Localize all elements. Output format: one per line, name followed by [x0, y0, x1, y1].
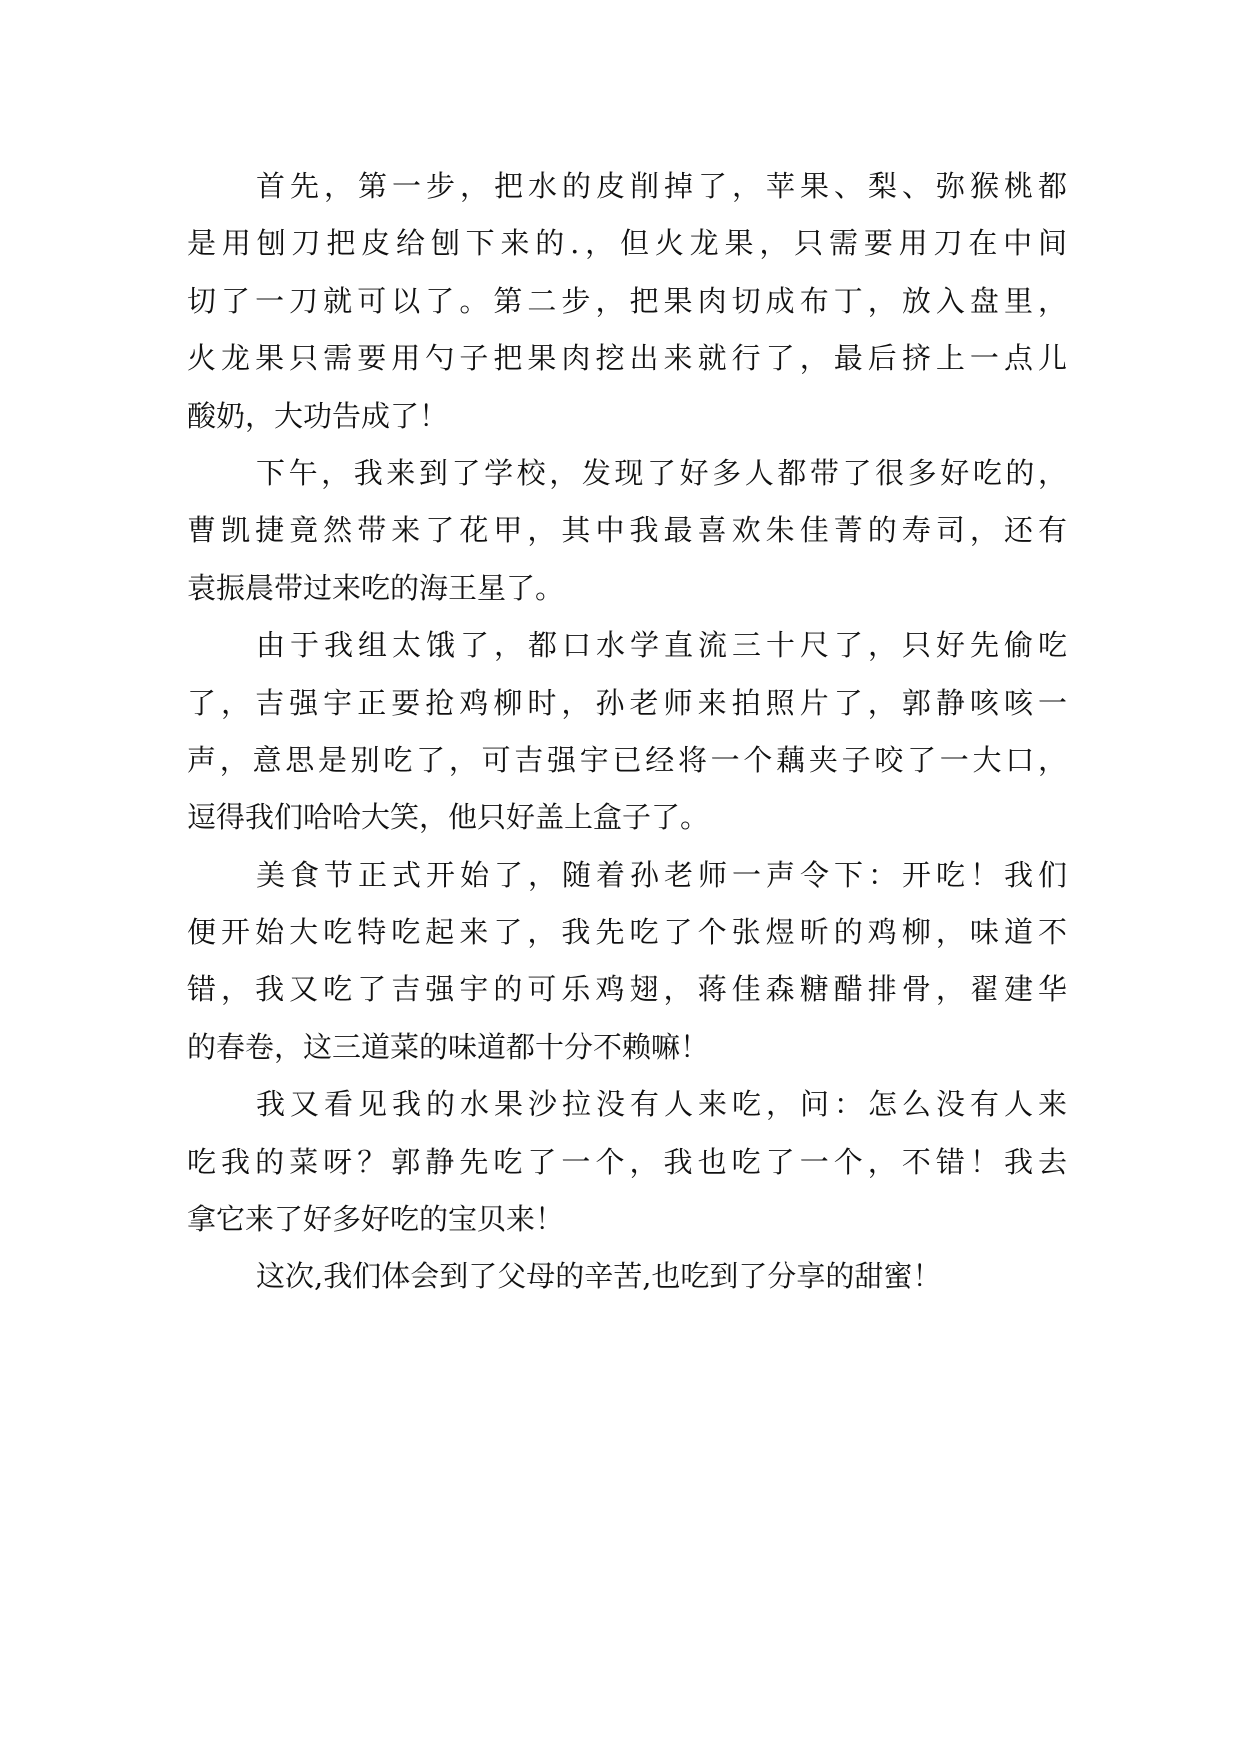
text-line: 曹凯捷竟然带来了花甲，其中我最喜欢朱佳菁的寿司，还有: [187, 513, 1067, 548]
text-line: 火龙果只需要用勺子把果肉挖出来就行了，最后挤上一点儿: [187, 341, 1067, 376]
text-line: 酸奶，大功告成了！: [187, 398, 449, 433]
text-line: 下午，我来到了学校，发现了好多人都带了很多好吃的，: [256, 455, 1067, 490]
text-line: 声，意思是别吃了，可吉强宇已经将一个藕夹子咬了一大口，: [187, 742, 1067, 777]
text-line: 美食节正式开始了，随着孙老师一声令下：开吃！我们: [256, 857, 1067, 892]
text-line: 错，我又吃了吉强宇的可乐鸡翅，蒋佳森糖醋排骨，翟建华: [187, 972, 1067, 1007]
text-line: 这次,我们体会到了父母的辛苦,也吃到了分享的甜蜜！: [256, 1259, 942, 1294]
text-line: 吃我的菜呀？郭静先吃了一个，我也吃了一个，不错！我去: [187, 1144, 1067, 1179]
text-line: 拿它来了好多好吃的宝贝来！: [187, 1202, 565, 1237]
paragraph-6: [187, 1248, 1067, 1305]
text-line: 由于我组太饿了，都口水学直流三十尺了，只好先偷吃: [256, 628, 1067, 663]
paragraph-4: [187, 847, 1067, 1077]
text-line: 是用刨刀把皮给刨下来的.，但火龙果，只需要用刀在中间: [187, 226, 1067, 261]
paragraph-5: [187, 1076, 1067, 1248]
paragraph-1: [187, 158, 1067, 445]
text-line: 切了一刀就可以了。第二步，把果肉切成布丁，放入盘里，: [187, 283, 1067, 318]
article-body: [187, 158, 1067, 1306]
text-line: 我又看见我的水果沙拉没有人来吃，问：怎么没有人来: [256, 1087, 1067, 1122]
text-line: 袁振晨带过来吃的海王星了。: [187, 570, 565, 605]
paragraph-2: [187, 445, 1067, 617]
text-line: 便开始大吃特吃起来了，我先吃了个张煜昕的鸡柳，味道不: [187, 915, 1067, 950]
text-line: 首先，第一步，把水的皮削掉了，苹果、梨、弥猴桃都: [256, 169, 1067, 203]
text-line: 逗得我们哈哈大笑，他只好盖上盒子了。: [187, 800, 710, 835]
text-line: 的春卷，这三道菜的味道都十分不赖嘛！: [187, 1029, 710, 1064]
paragraph-3: [187, 617, 1067, 847]
text-line: 了，吉强宇正要抢鸡柳时，孙老师来拍照片了，郭静咳咳一: [187, 685, 1067, 720]
